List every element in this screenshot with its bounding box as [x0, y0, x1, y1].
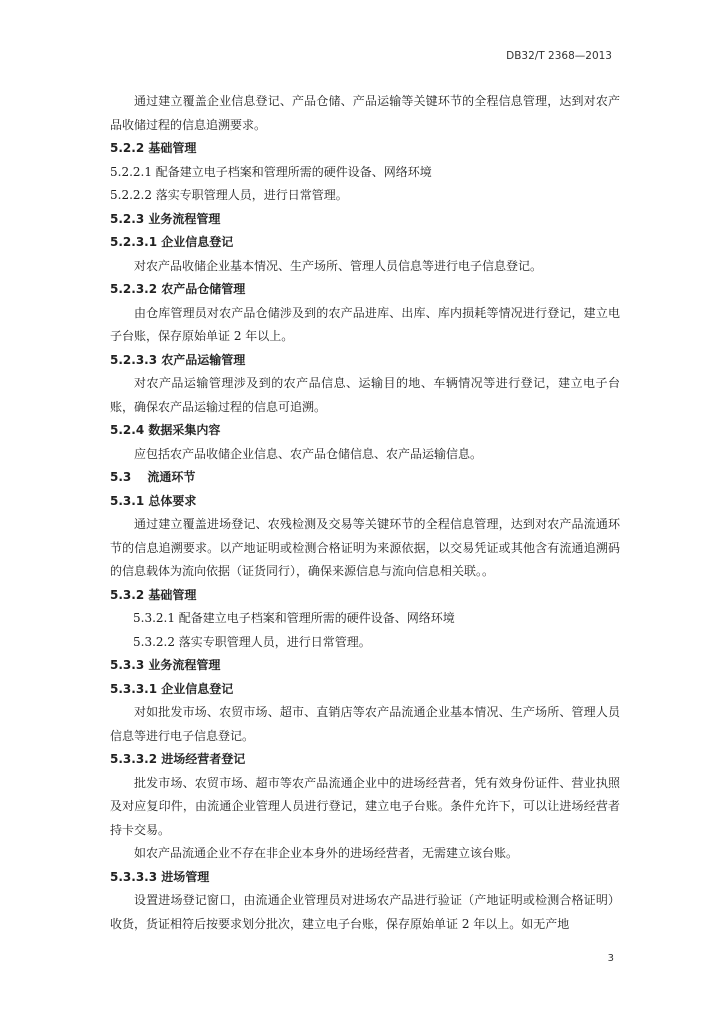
- paragraph: 通过建立覆盖企业信息登记、产品仓储、产品运输等关键环节的全程信息管理，达到对农产品收储过程的信息追溯要求。: [110, 94, 620, 132]
- section-heading: 5.3.3.1 企业信息登记: [110, 681, 234, 696]
- paragraph: 对农产品运输管理涉及到的农产品信息、运输目的地、车辆情况等进行登记，建立电子台账，确保农产品运输过程的信息可追溯。: [110, 376, 620, 414]
- page-number: 3: [607, 953, 614, 964]
- clause-item: 5.2.2.1 配备建立电子档案和管理所需的硬件设备、网络环境: [110, 164, 432, 179]
- section-heading: 5.3.3 业务流程管理: [110, 658, 221, 672]
- paragraph: 设置进场登记窗口，由流通企业管理员对进场农产品进行验证（产地证明或检测合格证明）收货，货证相符后按要求划分批次，建立电子台账，保存原始单证 2 年以上。如无产地: [110, 893, 620, 931]
- section-heading: 5.3 流通环节: [110, 470, 196, 484]
- document-code: DB32/T 2368—2013: [506, 50, 612, 62]
- section-heading: 5.2.2 基础管理: [110, 141, 197, 155]
- paragraph: 如农产品流通企业不存在非企业本身外的进场经营者，无需建立该台账。: [134, 846, 519, 860]
- paragraph: 通过建立覆盖进场登记、农残检测及交易等关键环节的全程信息管理，达到对农产品流通环节的信息追溯要求。以产地证明或检测合格证明为来源依据，以交易凭证或其他含有流通追溯码的信息载体为流向依据（证货同行），确保来源信息与流向信息相关联。。: [110, 517, 620, 578]
- section-heading: 5.2.3 业务流程管理: [110, 211, 221, 226]
- clause-item: 5.3.2.1 配备建立电子档案和管理所需的硬件设备、网络环境: [133, 611, 455, 625]
- clause-item: 5.2.2.2 落实专职管理人员，进行日常管理。: [110, 188, 348, 202]
- document-body: [110, 90, 620, 936]
- section-heading: 5.3.3.3 进场管理: [110, 869, 210, 884]
- section-heading: 5.3.3.2 进场经营者登记: [110, 752, 246, 766]
- paragraph: 应包括农产品收储企业信息、农产品仓储信息、农产品运输信息。: [134, 446, 483, 461]
- section-heading: 5.2.3.2 农产品仓储管理: [110, 282, 246, 296]
- paragraph: 由仓库管理员对农产品仓储涉及到的农产品进库、出库、库内损耗等情况进行登记，建立电子台账，保存原始单证 2 年以上。: [110, 305, 620, 343]
- section-heading: 5.3.1 总体要求: [110, 493, 197, 508]
- paragraph: 批发市场、农贸市场、超市等农产品流通企业中的进场经营者，凭有效身份证件、营业执照及对应复印件，由流通企业管理人员进行登记，建立电子台账。条件允许下，可以让进场经营者持卡交易。: [110, 775, 620, 837]
- section-heading: 5.2.3.3 农产品运输管理: [110, 352, 246, 367]
- section-heading: 5.2.4 数据采集内容: [110, 423, 221, 437]
- paragraph: 对如批发市场、农贸市场、超市、直销店等农产品流通企业基本情况、生产场所、管理人员信息等进行电子信息登记。: [110, 705, 620, 743]
- paragraph: 对农产品收储企业基本情况、生产场所、管理人员信息等进行电子信息登记。: [134, 258, 543, 273]
- section-heading: 5.3.2 基础管理: [110, 587, 197, 602]
- section-heading: 5.2.3.1 企业信息登记: [110, 235, 234, 249]
- clause-item: 5.3.2.2 落实专职管理人员，进行日常管理。: [133, 634, 371, 649]
